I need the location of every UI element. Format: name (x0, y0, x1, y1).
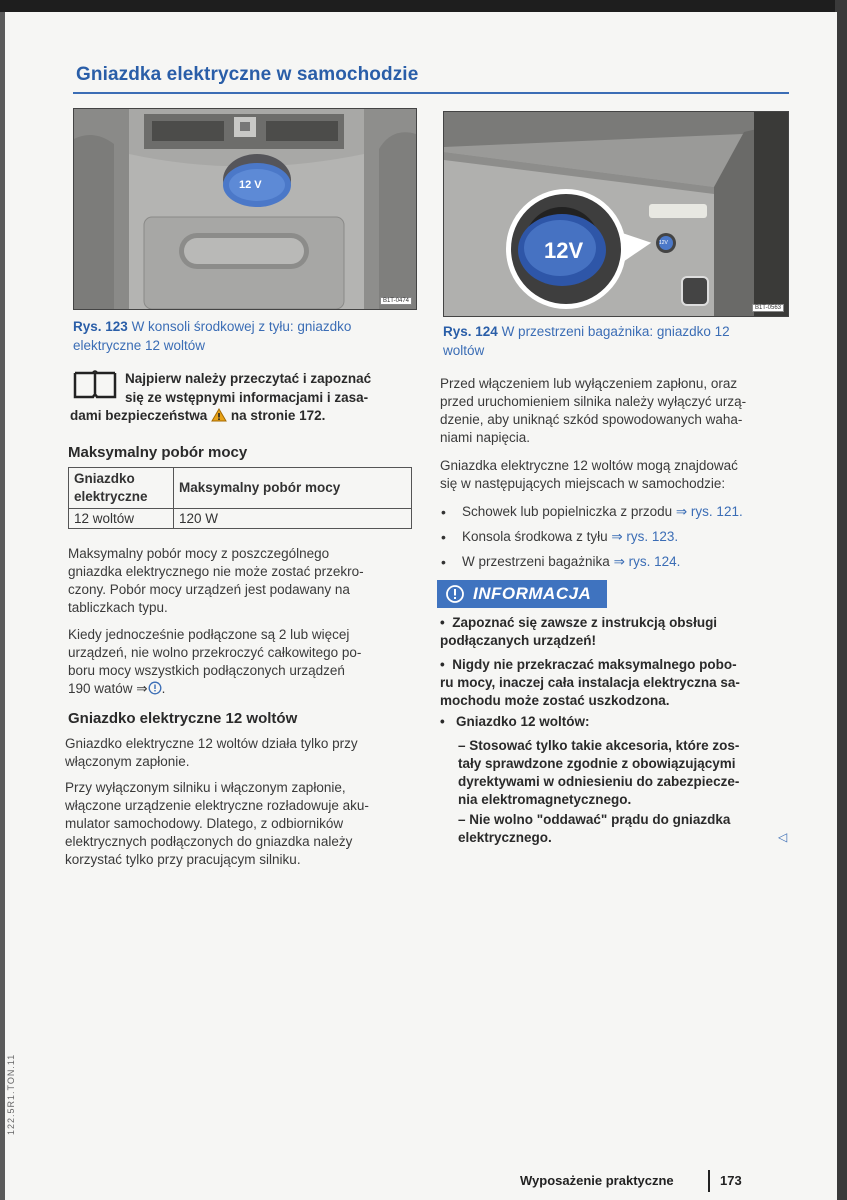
figure-123-illustration (74, 109, 416, 309)
section-end-triangle-icon: ◁ (778, 830, 788, 844)
circled-exclamation-icon[interactable] (148, 681, 162, 695)
figure-123-code: B1T-0474 (380, 297, 412, 305)
text-line: włączonym zapłonie. (65, 754, 190, 769)
figure-124-small-label: 12V (659, 240, 668, 246)
text-span: Nigdy nie przekraczać maksymalnego pobo- (452, 657, 737, 672)
text-line: boru mocy wszystkich podłączonych urządzeń (68, 663, 345, 678)
list-item-text: Konsola środkowa z tyłu (462, 529, 612, 544)
table-cell-power: 120 W (174, 509, 412, 529)
page-number: 173 (720, 1173, 742, 1188)
table-header-socket-line2: elektryczne (74, 489, 148, 504)
table-header-socket-line1: Gniazdko (74, 471, 135, 486)
text-line: elektrycznego. (458, 830, 552, 845)
text-line: się w następujących miejscach w samochodzie: (440, 476, 726, 491)
list-item (440, 553, 785, 571)
table-header-socket (69, 468, 174, 509)
socket-12v-heading: Gniazdko elektryczne 12 woltów (68, 710, 298, 727)
figure-123-caption-number: Rys. 123 (73, 319, 128, 334)
figure-123-socket-label: 12 V (239, 179, 262, 191)
list-item-text: Schowek lub popielniczka z przodu (462, 504, 676, 519)
text-line: Maksymalny pobór mocy z poszczególnego (68, 546, 330, 561)
figure-ref-link[interactable]: ⇒ rys. 121. (675, 504, 743, 519)
right-paragraph-1 (440, 375, 785, 447)
text-line: przed uruchomieniem silnika należy wyłączyć urzą- (440, 394, 747, 409)
title-rule (73, 92, 789, 94)
text-line: Kiedy jednocześnie podłączone są 2 lub więcej (68, 627, 350, 642)
text-line: tabliczkach typu. (68, 600, 168, 615)
notice-line-3b: na stronie 172. (230, 408, 326, 423)
text-line: tały sprawdzone zgodnie z obowiązującymi (458, 756, 736, 771)
list-item (440, 503, 785, 521)
text-line: • Zapoznać się zawsze z instrukcją obsługi (440, 615, 718, 630)
info-label: INFORMACJA (473, 584, 592, 603)
max-power-table-wrap (68, 467, 412, 529)
table-cell-socket: 12 woltów (69, 509, 174, 529)
scan-top-band (0, 0, 847, 12)
text-line: ru mocy, inaczej cała instalacja elektryczna sa- (440, 675, 740, 690)
figure-124-socket-label: 12V (544, 238, 584, 263)
text-line: – Stosować tylko takie akcesoria, które zos- (458, 738, 740, 753)
text-span: Gniazdko 12 woltów: (455, 714, 590, 729)
text-line: dzenie, aby uniknąć szkód spowodowanych waha- (440, 412, 743, 427)
notice-line-3a: dami bezpieczeństwa (70, 408, 208, 423)
text-line: Gniazdka elektryczne 12 woltów mogą znajdować (440, 458, 738, 473)
footer-divider (708, 1170, 710, 1192)
info-bullet-1 (440, 614, 785, 650)
text-line: niami napięcia. (440, 430, 531, 445)
figure-ref-link[interactable]: ⇒ rys. 124. (613, 554, 681, 569)
figure-124-code: B1T-0563 (752, 304, 784, 312)
text-line: gniazdka elektrycznego nie może zostać przekro- (68, 564, 364, 579)
text-line: włączone urządzenie elektryczne rozładowuje aku- (65, 798, 369, 813)
socket-12v-paragraph-2 (65, 779, 410, 869)
table-header-power: Maksymalny pobór mocy (174, 468, 412, 509)
notice-line-1: Najpierw należy przeczytać i zapoznać (125, 371, 372, 386)
socket-12v-paragraph-1 (65, 735, 410, 771)
text-span: Zapoznać się zawsze z instrukcją obsługi (452, 615, 718, 630)
table-row (69, 509, 412, 529)
figure-123-caption (73, 317, 413, 355)
footer-section-name: Wyposażenie praktyczne (520, 1173, 674, 1188)
page-title: Gniazdka elektryczne w samochodzie (76, 64, 419, 85)
text-line: nia elektromagnetycznego. (458, 792, 632, 807)
warning-triangle-icon (211, 408, 227, 422)
text-line: mulator samochodowy. Dlatego, z odbiorników (65, 816, 344, 831)
text-line: • Nigdy nie przekraczać maksymalnego pobo- (440, 657, 737, 672)
figure-123 (73, 108, 417, 310)
info-dash-1 (458, 737, 788, 809)
figure-ref-link[interactable]: ⇒ rys. 123. (611, 529, 679, 544)
figure-124-illustration (444, 112, 788, 316)
info-header (437, 580, 607, 608)
text-line: Przed włączeniem lub wyłączeniem zapłonu, oraz (440, 376, 738, 391)
table-header-row (69, 468, 412, 509)
text-line: mochodu może zostać uszkodzona. (440, 693, 670, 708)
max-power-paragraph-2 (68, 626, 413, 698)
text-line: • Gniazdko 12 woltów: (440, 714, 590, 729)
right-paragraph-2 (440, 457, 785, 493)
list-item (440, 528, 785, 546)
text-line: Gniazdko elektryczne 12 woltów działa tylko przy (65, 736, 358, 751)
info-circle-icon (445, 584, 465, 604)
figure-124-caption (443, 322, 773, 360)
text-line: korzystać tylko przy pracującym silniku. (65, 852, 301, 867)
text-line: elektrycznych podłączonych do gniazdka należy (65, 834, 353, 849)
info-dash-2 (458, 811, 788, 847)
figure-124-caption-text: W przestrzeni bagażnika: gniazdko 12 woltów (443, 324, 730, 358)
notice-line-3 (70, 407, 325, 425)
text-line: czony. Pobór mocy urządzeń jest podawany na (68, 582, 350, 597)
notice-line-2: się ze wstępnymi informacjami i zasa- (125, 390, 369, 405)
text-line-with-ref: 190 watów ⇒ . (68, 681, 166, 696)
figure-124-caption-number: Rys. 124 (443, 324, 498, 339)
text-line: Przy wyłączonym silniku i włączonym zapłonie, (65, 780, 346, 795)
info-bullet-3 (440, 713, 785, 731)
figure-123-caption-text: W konsoli środkowej z tyłu: gniazdko elektryczne 12 woltów (73, 319, 352, 353)
book-icon (72, 369, 118, 406)
text-line: podłączanych urządzeń! (440, 633, 597, 648)
side-code: 122.5R1.TON.11 (6, 1053, 16, 1135)
location-list (440, 503, 785, 578)
info-bullet-2 (440, 656, 785, 710)
max-power-heading: Maksymalny pobór mocy (68, 444, 248, 461)
text-line: 190 watów ⇒ (68, 681, 148, 696)
max-power-paragraph-1 (68, 545, 413, 617)
list-item-text: W przestrzeni bagażnika (462, 554, 614, 569)
text-line: dyrektywami w odniesieniu do zabezpiecze- (458, 774, 740, 789)
text-line: – Nie wolno "oddawać" prądu do gniazdka (458, 812, 731, 827)
max-power-table (68, 467, 412, 529)
figure-124 (443, 111, 789, 317)
text-line: urządzeń, nie wolno przekroczyć całkowitego po- (68, 645, 362, 660)
